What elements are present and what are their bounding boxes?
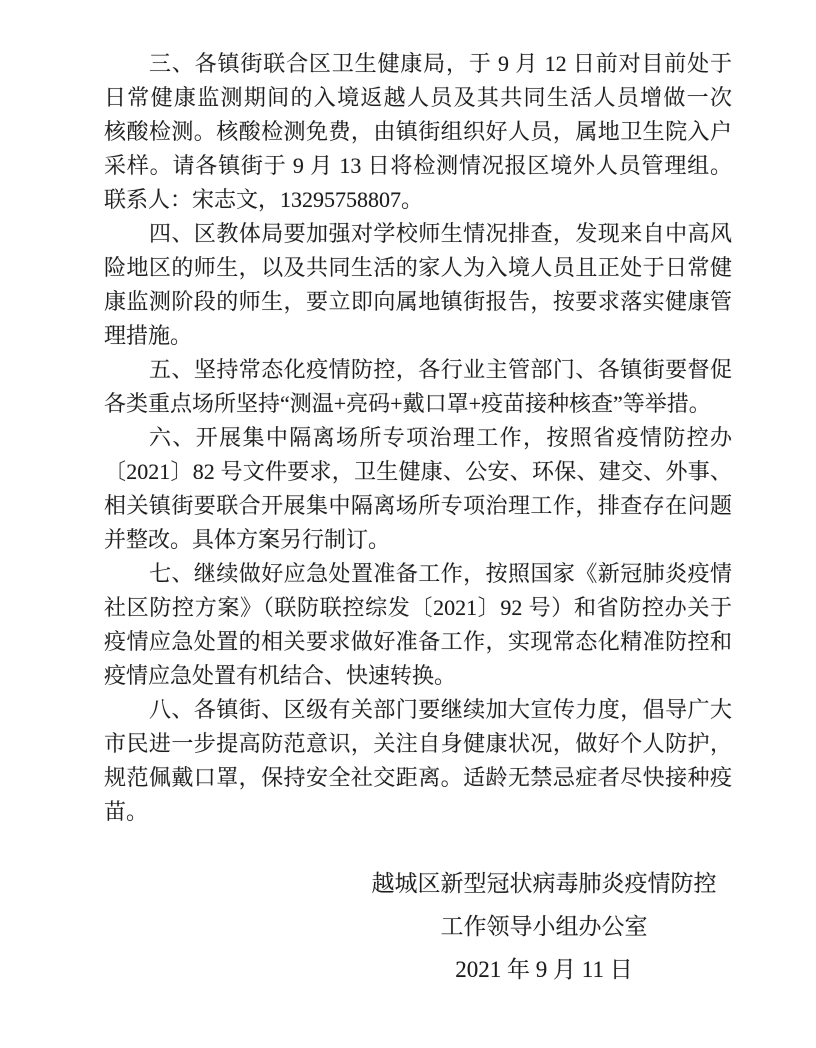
document-line: 六、开展集中隔离场所专项治理工作，按照省疫情防控办 bbox=[149, 425, 732, 450]
document-line: 八、各镇街、区级有关部门要继续加大宣传力度，倡导广大 bbox=[149, 697, 732, 722]
document-line: 险地区的师生，以及共同生活的家人为入境人员且正处于日常健 bbox=[104, 255, 732, 280]
document-line: 并整改。具体方案另行制订。 bbox=[104, 527, 391, 552]
signature-date: 2021 年 9 月 11 日 bbox=[455, 957, 633, 982]
document-line: 康监测阶段的师生，要立即向属地镇街报告，按要求落实健康管 bbox=[104, 289, 732, 314]
document-line: 规范佩戴口罩，保持安全社交距离。适龄无禁忌症者尽快接种疫 bbox=[104, 765, 732, 790]
document-line: 日常健康监测期间的入境返越人员及其共同生活人员增做一次 bbox=[104, 85, 732, 110]
signature-org-line-2: 工作领导小组办公室 bbox=[440, 914, 648, 939]
document-line: 疫情应急处置的相关要求做好准备工作，实现常态化精准防控和 bbox=[104, 629, 732, 654]
document-body bbox=[104, 47, 732, 829]
document-line: 疫情应急处置有机结合、快速转换。 bbox=[104, 663, 457, 688]
document-line: 七、继续做好应急处置准备工作，按照国家《新冠肺炎疫情 bbox=[149, 561, 732, 586]
document-line: 苗。 bbox=[104, 799, 149, 824]
document-line: 相关镇街要联合开展集中隔离场所专项治理工作，排查存在问题 bbox=[104, 493, 732, 518]
document-line: 四、区教体局要加强对学校师生情况排查，发现来自中高风 bbox=[149, 221, 732, 246]
document-line: 联系人：宋志文，13295758807。 bbox=[104, 187, 424, 212]
document-line: 各类重点场所坚持“测温+亮码+戴口罩+疫苗接种核查”等举措。 bbox=[104, 391, 711, 416]
document-line: 理措施。 bbox=[104, 323, 193, 348]
signature-block bbox=[358, 862, 730, 991]
document-line: 三、各镇街联合区卫生健康局，于 9 月 12 日前对目前处于 bbox=[149, 51, 732, 76]
document-line: 五、坚持常态化疫情防控，各行业主管部门、各镇街要督促 bbox=[149, 357, 732, 382]
document-line: 〔2021〕82 号文件要求，卫生健康、公安、环保、建交、外事、 bbox=[104, 459, 732, 484]
document-line: 采样。请各镇街于 9 月 13 日将检测情况报区境外人员管理组。 bbox=[104, 153, 732, 178]
document-line: 社区防控方案》（联防联控综发〔2021〕92 号）和省防控办关于 bbox=[104, 595, 732, 620]
signature-org-line-1: 越城区新型冠状病毒肺炎疫情防控 bbox=[371, 871, 717, 896]
document-line: 市民进一步提高防范意识，关注自身健康状况，做好个人防护， bbox=[104, 731, 732, 756]
document-line: 核酸检测。核酸检测免费，由镇街组织好人员，属地卫生院入户 bbox=[104, 119, 732, 144]
